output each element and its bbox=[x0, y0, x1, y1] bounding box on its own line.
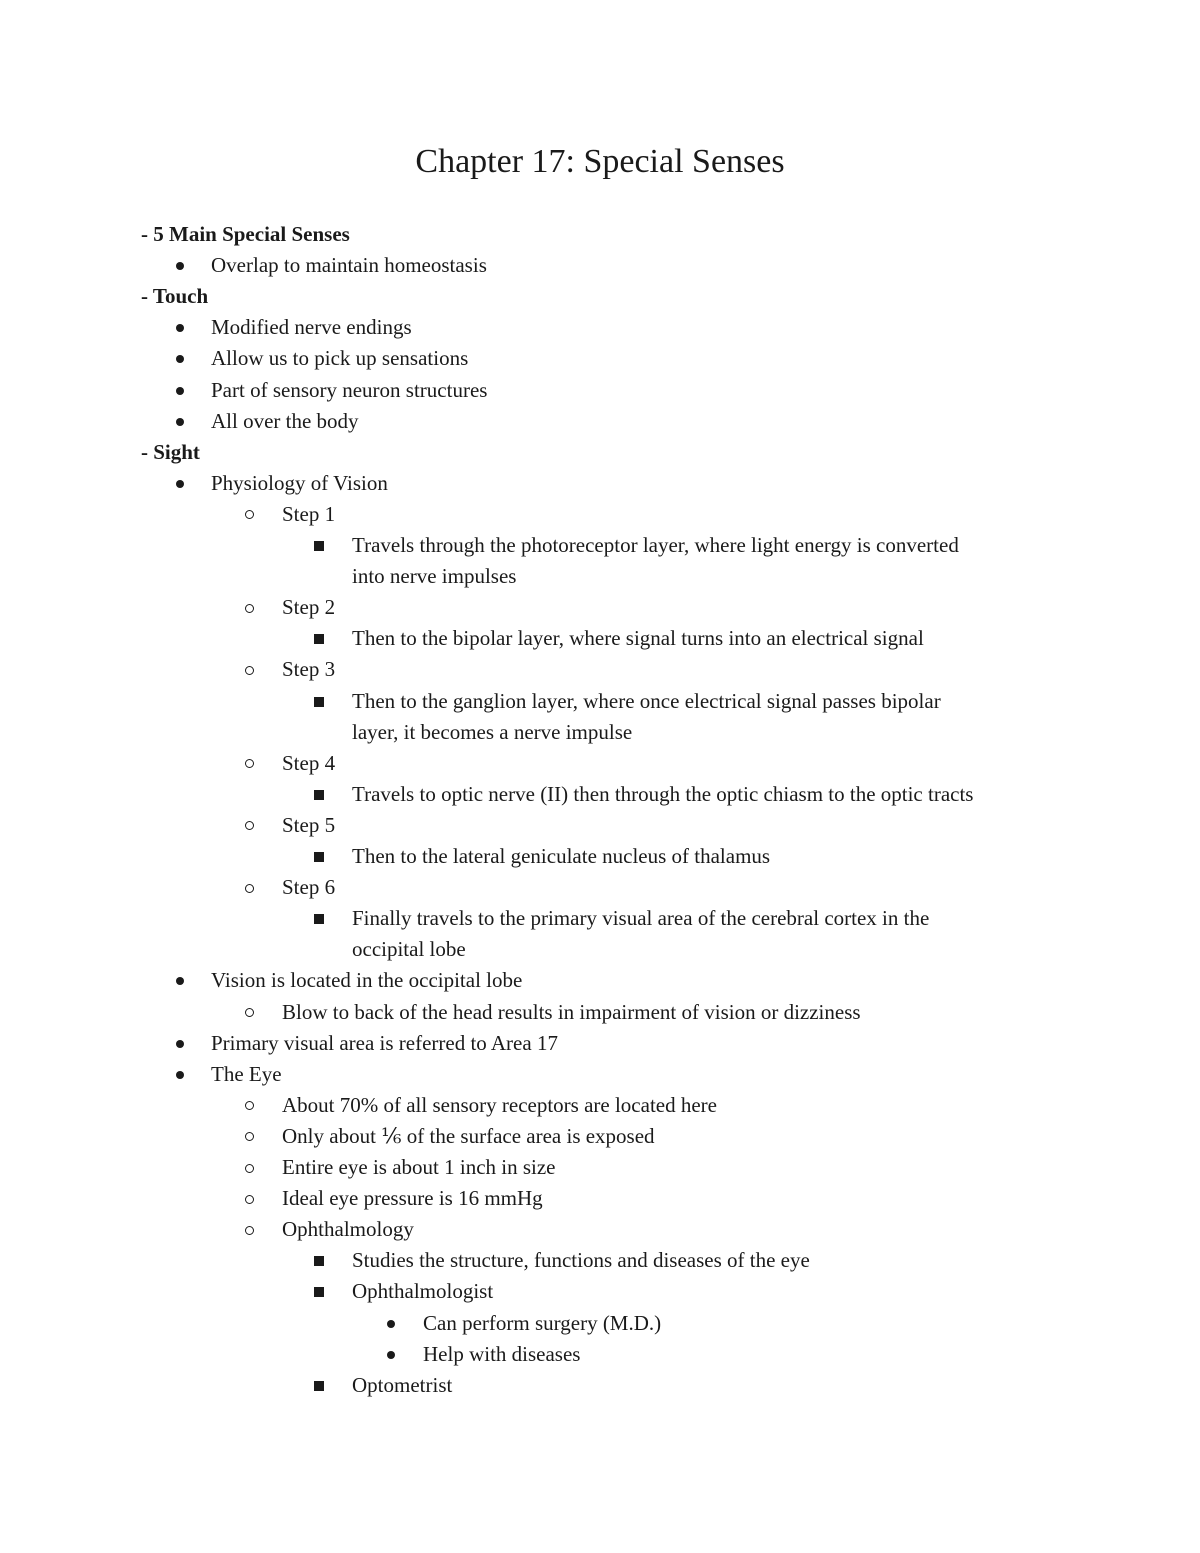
list-item: Ophthalmology bbox=[282, 1217, 414, 1242]
bullet-dot-icon bbox=[176, 355, 184, 363]
bullet-dot-icon bbox=[176, 387, 184, 395]
bullet-square-icon bbox=[314, 914, 324, 924]
list-item: Ideal eye pressure is 16 mmHg bbox=[282, 1186, 543, 1211]
bullet-dot-icon bbox=[176, 1040, 184, 1048]
list-item: Then to the lateral geniculate nucleus of thalamus bbox=[352, 844, 771, 868]
page-title: Chapter 17: Special Senses bbox=[415, 143, 785, 180]
list-item: Finally travels to the primary visual area of the cerebral cortex in the bbox=[352, 906, 930, 931]
bullet-dot-icon bbox=[387, 1320, 395, 1328]
bullet-circle-icon bbox=[245, 1132, 254, 1141]
bullet-circle-icon bbox=[245, 884, 254, 893]
bullet-dot-icon bbox=[176, 1071, 184, 1079]
section-heading: - Touch bbox=[141, 284, 209, 309]
bullet-square-icon bbox=[314, 541, 324, 551]
bullet-dot-icon bbox=[176, 977, 184, 985]
list-item: Primary visual area is referred to Area 17 bbox=[211, 1030, 558, 1055]
list-item: Then to the bipolar layer, where signal turns into an electrical signal bbox=[352, 626, 924, 651]
list-item: Blow to back of the head results in impairment of vision or dizziness bbox=[282, 999, 861, 1024]
list-item: Ophthalmologist bbox=[352, 1279, 494, 1304]
list-item: Step 2 bbox=[282, 595, 336, 620]
bullet-circle-icon bbox=[245, 666, 254, 675]
list-item: Allow us to pick up sensations bbox=[211, 346, 469, 371]
list-item-continuation: layer, it becomes a nerve impulse bbox=[352, 719, 633, 744]
bullet-dot-icon bbox=[176, 418, 184, 426]
list-item: All over the body bbox=[211, 408, 359, 433]
section-heading: - 5 Main Special Senses bbox=[141, 222, 350, 246]
list-item: Part of sensory neuron structures bbox=[211, 377, 488, 402]
bullet-dot-icon bbox=[176, 324, 184, 332]
bullet-circle-icon bbox=[245, 1195, 254, 1204]
list-item: Studies the structure, functions and diseases of the eye bbox=[352, 1248, 810, 1273]
bullet-square-icon bbox=[314, 1287, 324, 1297]
list-item: Step 1 bbox=[282, 501, 336, 526]
bullet-dot-icon bbox=[176, 262, 184, 270]
list-item: Step 4 bbox=[282, 750, 336, 775]
bullet-square-icon bbox=[314, 697, 324, 707]
bullet-circle-icon bbox=[245, 1164, 254, 1173]
bullet-circle-icon bbox=[245, 1226, 254, 1235]
bullet-circle-icon bbox=[245, 759, 254, 768]
list-item: Help with diseases bbox=[423, 1341, 581, 1366]
list-item: Travels through the photoreceptor layer, where light energy is converted bbox=[352, 533, 959, 557]
list-item: Overlap to maintain homeostasis bbox=[211, 253, 487, 278]
bullet-square-icon bbox=[314, 852, 324, 862]
bullet-circle-icon bbox=[245, 604, 254, 613]
list-item: Step 3 bbox=[282, 657, 336, 682]
bullet-square-icon bbox=[314, 634, 324, 644]
bullet-square-icon bbox=[314, 1381, 324, 1391]
list-item: The Eye bbox=[211, 1061, 282, 1086]
list-item: Travels to optic nerve (II) then through the optic chiasm to the optic tracts bbox=[352, 781, 974, 806]
bullet-circle-icon bbox=[245, 1101, 254, 1110]
list-item: Entire eye is about 1 inch in size bbox=[282, 1155, 556, 1179]
bullet-dot-icon bbox=[176, 480, 184, 488]
list-item: Then to the ganglion layer, where once electrical signal passes bipolar bbox=[352, 688, 941, 713]
list-item: Optometrist bbox=[352, 1372, 453, 1397]
list-item-continuation: occipital lobe bbox=[352, 937, 466, 962]
bullet-circle-icon bbox=[245, 510, 254, 519]
bullet-circle-icon bbox=[245, 1008, 254, 1017]
bullet-circle-icon bbox=[245, 821, 254, 830]
list-item: Can perform surgery (M.D.) bbox=[423, 1310, 662, 1335]
bullet-square-icon bbox=[314, 1256, 324, 1266]
bullet-dot-icon bbox=[387, 1351, 395, 1359]
list-item: Modified nerve endings bbox=[211, 315, 412, 340]
list-item: Physiology of Vision bbox=[211, 470, 388, 495]
list-item: Vision is located in the occipital lobe bbox=[211, 968, 523, 993]
list-item: Step 5 bbox=[282, 812, 336, 837]
list-item: About 70% of all sensory receptors are located here bbox=[282, 1092, 717, 1117]
list-item: Only about ⅙ of the surface area is exposed bbox=[282, 1123, 655, 1148]
bullet-square-icon bbox=[314, 790, 324, 800]
section-heading: - Sight bbox=[141, 439, 200, 464]
list-item-continuation: into nerve impulses bbox=[352, 564, 517, 589]
list-item: Step 6 bbox=[282, 875, 336, 900]
